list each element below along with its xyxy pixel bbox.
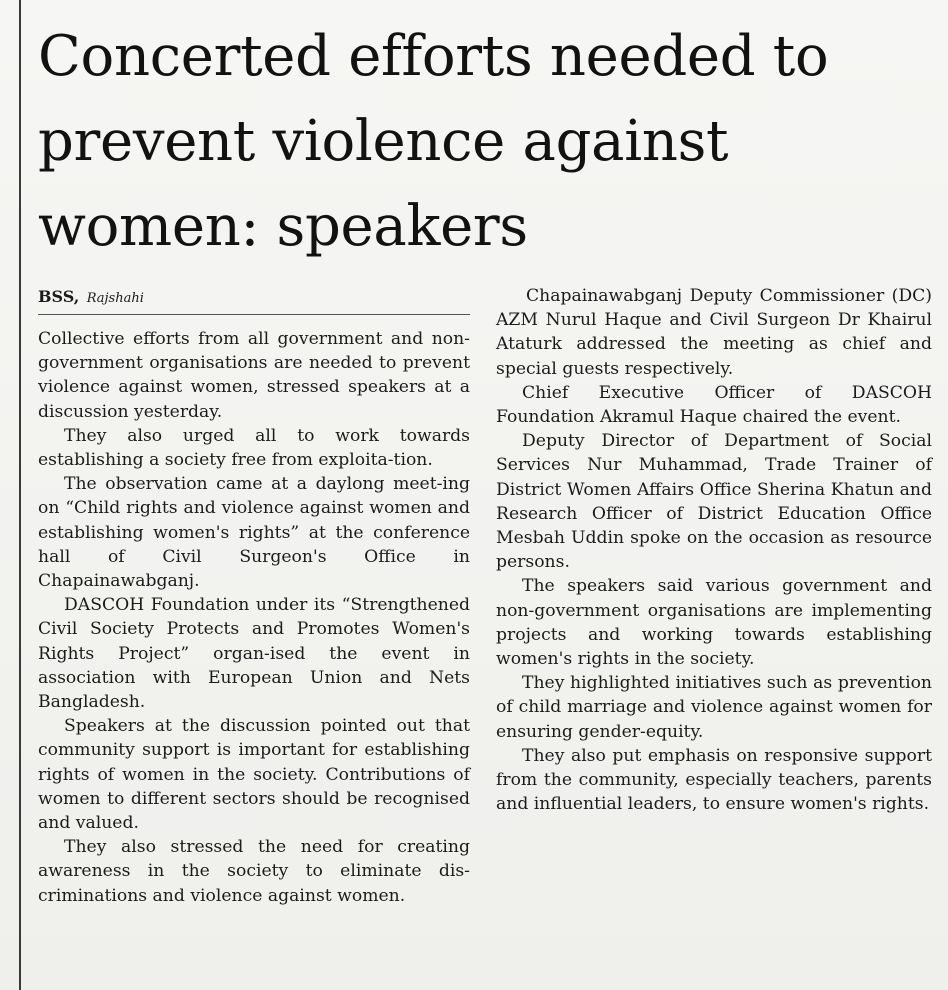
paragraph: Deputy Director of Department of Social Services Nur Muhammad, Trade Trainer of District Women Affairs Office Sherina Khatun and Research Officer of District Education Office Mesbah Uddin spoke on the occasion as resource persons. — [496, 431, 932, 573]
paragraph: The observation came at a daylong meet-ing on “Child rights and violence against women and establishing women's rights” at the conference hall of Civil Surgeon's Office in Chapainawabganj. — [38, 474, 470, 592]
paragraph: They also put emphasis on responsive support from the community, especially teachers, parents and influential leaders, to ensure women's rights. — [496, 745, 932, 815]
paragraph: DASCOH Foundation under its “Strengthened Civil Society Protects and Promotes Women's Rights Project” organ-ised the event in association with European Union and Nets Bangladesh. — [38, 595, 470, 713]
paragraph: They highlighted initiatives such as prevention of child marriage and violence against women for ensuring gender-equity. — [496, 673, 932, 742]
paragraph: The speakers said various government and non-government organisations are implementing projects and working towards establishing women's rights in the society. — [496, 576, 932, 670]
article-column-right — [496, 284, 932, 816]
paragraph: They also urged all to work towards establishing a society free from exploita-tion. — [38, 425, 470, 471]
column-divider-rule — [19, 0, 21, 990]
byline — [38, 284, 470, 315]
byline-place: Rajshahi — [86, 291, 144, 306]
paragraph: They also stressed the need for creating awareness in the society to eliminate dis-criminations and violence against women. — [38, 837, 470, 906]
article-column-left — [38, 284, 470, 908]
paragraph: Collective efforts from all government and non-government organisations are needed to prevent violence against women, stressed speakers at a discussion yesterday. — [38, 329, 470, 422]
paragraph: Speakers at the discussion pointed out that community support is important for establishing rights of women in the society. Contributions of women to different sectors should be recognised and valued. — [38, 716, 470, 834]
paragraph: Chapainawabganj Deputy Commissioner (DC) AZM Nurul Haque and Civil Surgeon Dr Khairul Ataturk addressed the meeting as chief and special guests respectively. — [496, 286, 932, 379]
paragraph: Chief Executive Officer of DASCOH Foundation Akramul Haque chaired the event. — [496, 382, 932, 428]
headline: Concerted efforts needed to prevent violence against women: speakers — [38, 24, 829, 259]
byline-agency: BSS, — [38, 287, 80, 306]
